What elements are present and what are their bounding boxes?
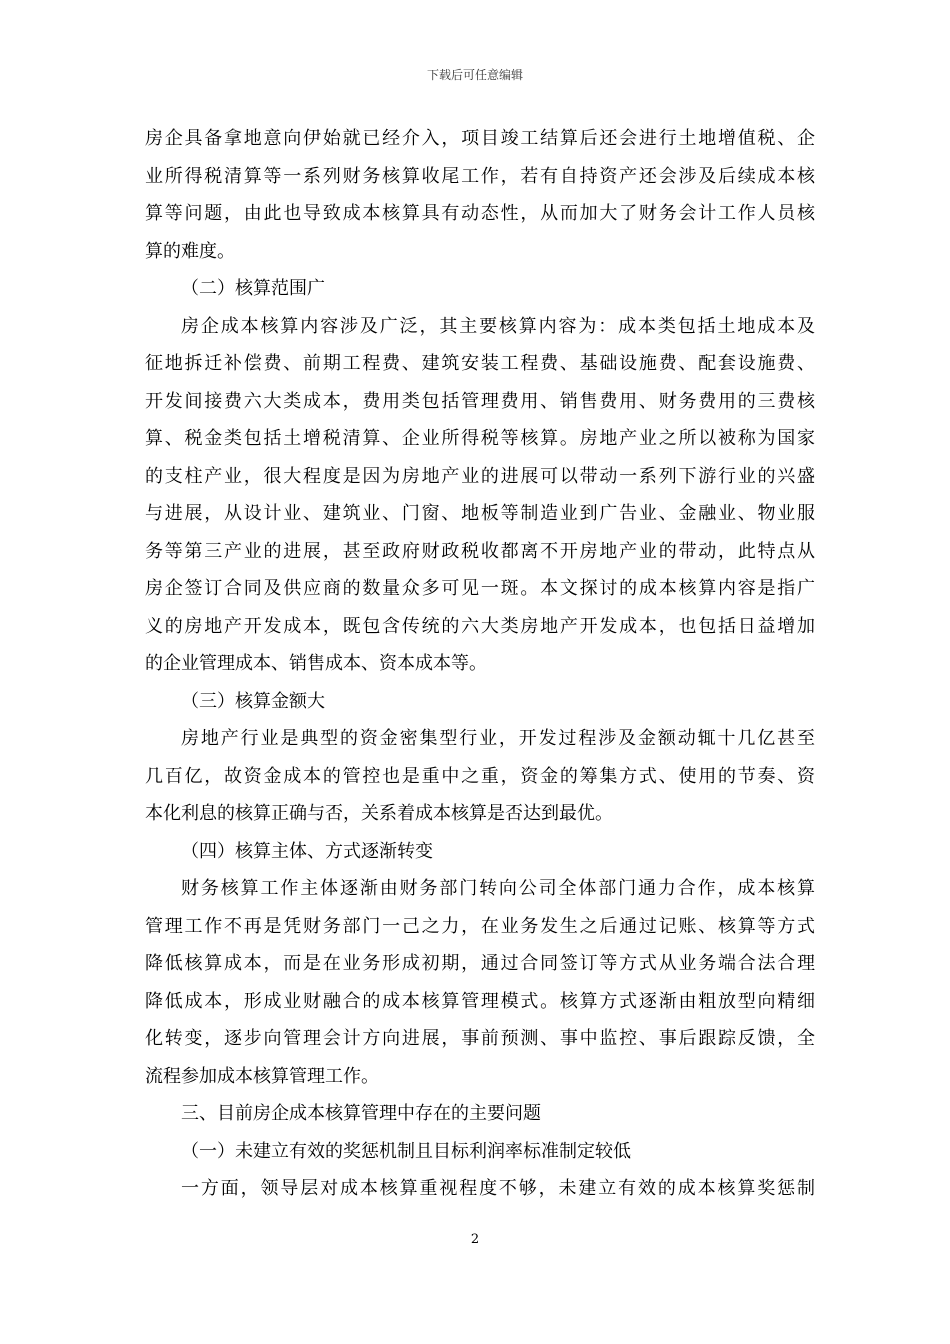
text-line: 房企具备拿地意向伊始就已经介入，项目竣工结算后还会进行土地增值税、企 bbox=[145, 128, 815, 149]
text-line: 征地拆迁补偿费、前期工程费、建筑安装工程费、基础设施费、配套设施费、 bbox=[145, 353, 815, 374]
text-line: 的支柱产业，很大程度是因为房地产业的进展可以带动一系列下游行业的兴盛 bbox=[145, 465, 815, 487]
page-number: 2 bbox=[470, 1232, 480, 1247]
text-line: （三）核算金额大 bbox=[181, 690, 325, 712]
document-body bbox=[145, 120, 815, 1208]
text-line: 房地产行业是典型的资金密集型行业，开发过程涉及金额动辄十几亿甚至 bbox=[181, 728, 815, 749]
text-line: 务等第三产业的进展，甚至政府财政税收都离不开房地产业的带动，此特点从 bbox=[145, 540, 815, 562]
text-line: 义的房地产开发成本，既包含传统的六大类房地产开发成本，也包括日益增加 bbox=[145, 615, 815, 637]
text-line: 开发间接费六大类成本，费用类包括管理费用、销售费用、财务费用的三费核 bbox=[145, 390, 815, 412]
text-line: 算、税金类包括土增税清算、企业所得税等核算。房地产业之所以被称为国家 bbox=[145, 428, 815, 449]
text-line: 流程参加成本核算管理工作。 bbox=[145, 1065, 379, 1087]
text-line: （二）核算范围广 bbox=[181, 278, 325, 299]
text-line: 财务核算工作主体逐渐由财务部门转向公司全体部门通力合作，成本核算 bbox=[181, 878, 815, 899]
text-line: 的企业管理成本、销售成本、资本成本等。 bbox=[145, 653, 487, 674]
text-line: 算的难度。 bbox=[145, 240, 235, 262]
text-line: 几百亿，故资金成本的管控也是重中之重，资金的筹集方式、使用的节奏、资 bbox=[145, 765, 815, 787]
text-line: 管理工作不再是凭财务部门一己之力，在业务发生之后通过记账、核算等方式 bbox=[145, 915, 815, 937]
text-line: 降低核算成本，而是在业务形成初期，通过合同签订等方式从业务端合法合理 bbox=[145, 953, 815, 974]
text-line: （四）核算主体、方式逐渐转变 bbox=[181, 840, 433, 862]
text-line: 本化利息的核算正确与否，关系着成本核算是否达到最优。 bbox=[145, 803, 613, 824]
text-line: （一）未建立有效的奖惩机制且目标利润率标准制定较低 bbox=[181, 1140, 631, 1162]
page-header: 下载后可任意编辑 bbox=[426, 68, 523, 82]
text-line: 与进展，从设计业、建筑业、门窗、地板等制造业到广告业、金融业、物业服 bbox=[145, 503, 815, 524]
text-line: 算等问题，由此也导致成本核算具有动态性，从而加大了财务会计工作人员核 bbox=[145, 203, 815, 224]
text-line: 一方面，领导层对成本核算重视程度不够，未建立有效的成本核算奖惩制 bbox=[181, 1178, 815, 1199]
text-line: 业所得税清算等一系列财务核算收尾工作，若有自持资产还会涉及后续成本核 bbox=[145, 165, 815, 187]
text-line: 房企成本核算内容涉及广泛，其主要核算内容为：成本类包括土地成本及 bbox=[181, 315, 815, 337]
text-line: 化转变，逐步向管理会计方向进展，事前预测、事中监控、事后跟踪反馈，全 bbox=[145, 1028, 815, 1049]
text-line: 三、目前房企成本核算管理中存在的主要问题 bbox=[181, 1103, 541, 1124]
text-line: 房企签订合同及供应商的数量众多可见一斑。本文探讨的成本核算内容是指广 bbox=[145, 578, 815, 599]
text-line: 降低成本，形成业财融合的成本核算管理模式。核算方式逐渐由粗放型向精细 bbox=[145, 990, 815, 1012]
